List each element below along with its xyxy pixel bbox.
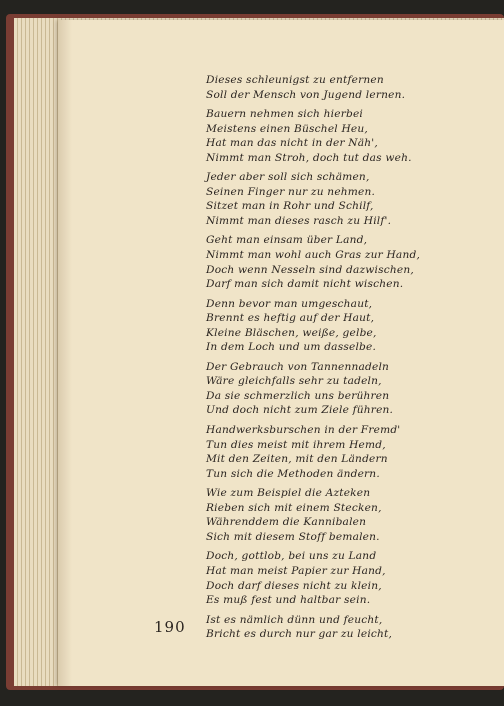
stanza [206,170,496,228]
stanza [206,423,496,481]
poem-line: Es muß fest und haltbar sein. [206,594,371,607]
poem-line: Und doch nicht zum Ziele führen. [206,404,394,417]
poem-line: Doch, gottlob, bei uns zu Land [206,550,377,563]
poem-line: Rieben sich mit einem Stecken, [206,501,382,514]
poem-line: Mit den Zeiten, mit den Ländern [206,453,388,466]
poem-line: Nimmt man Stroh, doch tut das weh. [206,151,412,164]
poem-line: Kleine Bläschen, weiße, gelbe, [206,326,377,339]
poem-line: Währenddem die Kannibalen [206,516,367,529]
poem-line: Denn bevor man umgeschaut, [206,297,373,310]
stanza [206,549,496,607]
stanza [206,297,496,355]
page-number: 190 [154,618,186,636]
poem-line: Sitzet man in Rohr und Schilf, [206,200,374,213]
poem-line: Nimmt man dieses rasch zu Hilf'. [206,214,392,227]
poem-line: Der Gebrauch von Tannennadeln [206,360,390,373]
poem-line: Handwerksburschen in der Fremd' [206,424,401,437]
poem-line: Doch darf dieses nicht zu klein, [206,579,382,592]
poem-line: Tun dies meist mit ihrem Hemd, [206,438,386,451]
stanza [206,233,496,291]
book-page [58,20,504,686]
poem-line: Bauern nehmen sich hierbei [206,108,363,121]
stanza [206,486,496,544]
stanza [206,73,496,102]
poem-line: Bricht es durch nur gar zu leicht, [206,628,393,641]
poem-line: In dem Loch und um dasselbe. [206,341,377,354]
poem-text [206,73,496,647]
poem-line: Hat man meist Papier zur Hand, [206,564,386,577]
poem-line: Nimmt man wohl auch Gras zur Hand, [206,249,421,262]
poem-line: Meistens einen Büschel Heu, [206,122,368,135]
poem-line: Geht man einsam über Land, [206,234,368,247]
poem-line: Sich mit diesem Stoff bemalen. [206,530,380,543]
poem-line: Da sie schmerzlich uns berühren [206,389,390,402]
poem-line: Wie zum Beispiel die Azteken [206,487,371,500]
poem-line: Doch wenn Nesseln sind dazwischen, [206,263,414,276]
poem-line: Ist es nämlich dünn und feucht, [206,613,383,626]
poem-line: Jeder aber soll sich schämen, [206,171,370,184]
poem-line: Darf man sich damit nicht wischen. [206,278,404,291]
poem-line: Brennt es heftig auf der Haut, [206,312,375,325]
stanza [206,360,496,418]
poem-line: Wäre gleichfalls sehr zu tadeln, [206,375,382,388]
poem-line: Hat man das nicht in der Näh', [206,137,378,150]
poem-line: Seinen Finger nur zu nehmen. [206,185,376,198]
stanza [206,613,496,642]
poem-line: Tun sich die Methoden ändern. [206,467,380,480]
poem-line: Dieses schleunigst zu entfernen [206,74,384,86]
poem-line: Soll der Mensch von Jugend lernen. [206,88,406,101]
stanza [206,107,496,165]
